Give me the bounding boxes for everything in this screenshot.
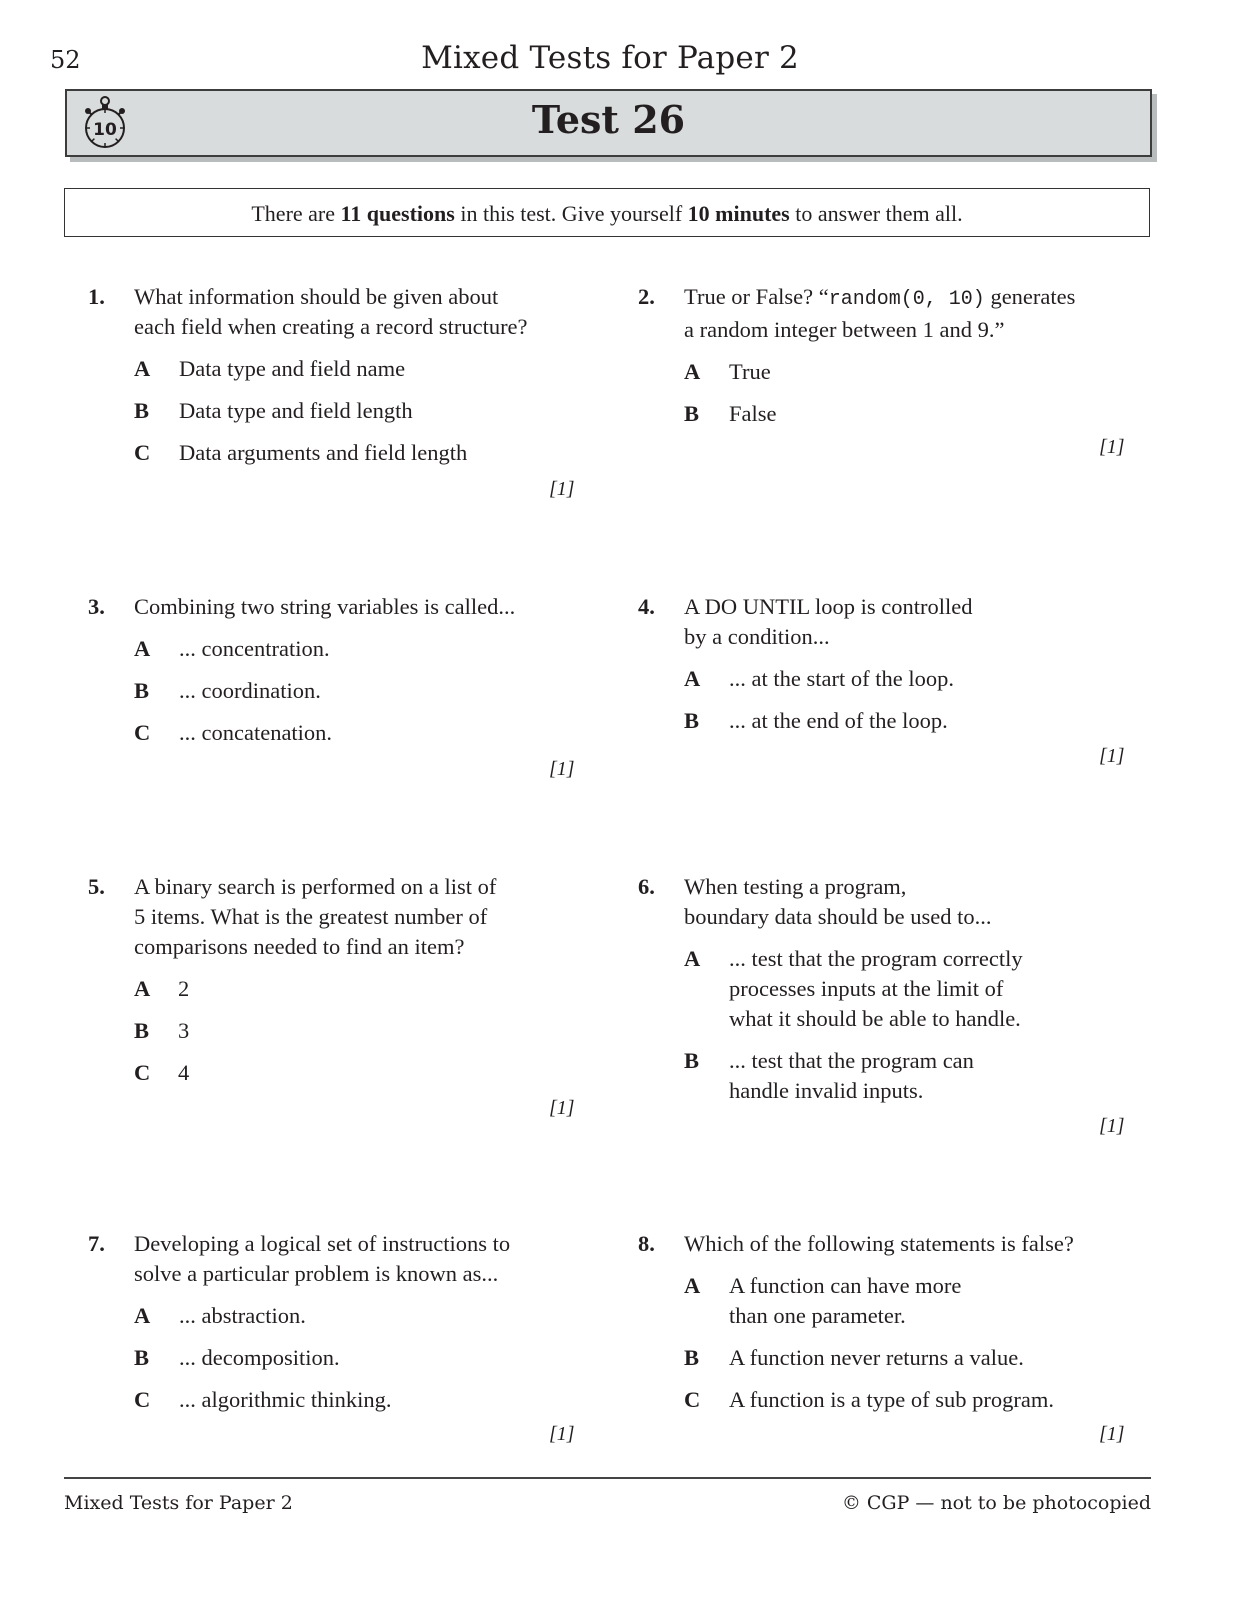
question-text-line: boundary data should be used to... — [684, 904, 992, 929]
option-a[interactable] — [684, 1271, 1158, 1331]
question-7-marks: [1] — [549, 1423, 575, 1445]
answer-options — [684, 664, 1138, 736]
option-letter: A — [684, 666, 701, 691]
option-letter: A — [684, 1273, 701, 1298]
option-b[interactable] — [684, 1343, 1158, 1373]
question-5 — [88, 872, 588, 1100]
question-text-line: What information should be given about — [134, 284, 499, 309]
question-2-marks: [1] — [1099, 436, 1125, 458]
section-title: Mixed Tests for Paper 2 — [421, 40, 799, 76]
option-b[interactable] — [134, 396, 588, 426]
question-text-suffix: generates — [984, 284, 1076, 309]
intro-text-before: There are — [251, 201, 341, 226]
question-4 — [638, 592, 1138, 748]
question-number: 8. — [638, 1231, 655, 1256]
question-text — [134, 592, 588, 622]
option-a[interactable] — [684, 664, 1138, 694]
option-letter: C — [134, 440, 151, 465]
question-text — [684, 1229, 1158, 1259]
footer-section-title: Mixed Tests for Paper 2 — [64, 1492, 293, 1514]
question-text-line: a random integer between 1 and 9.” — [684, 317, 1005, 342]
option-text: Data arguments and field length — [179, 440, 468, 465]
option-text: ... at the start of the loop. — [729, 666, 954, 691]
option-letter: A — [134, 1303, 151, 1328]
question-text-line: Combining two string variables is called... — [134, 594, 516, 619]
option-letter: A — [134, 976, 151, 1001]
question-4-marks: [1] — [1099, 745, 1125, 767]
question-text-line: When testing a program, — [684, 874, 907, 899]
question-text-line: by a condition... — [684, 624, 830, 649]
question-text-line: each field when creating a record structure? — [134, 314, 528, 339]
answer-options — [684, 1271, 1158, 1415]
time-limit: 10 minutes — [687, 201, 790, 226]
option-text-line: ... test that the program correctly — [729, 946, 1023, 971]
question-8 — [638, 1229, 1158, 1427]
option-text: A function is a type of sub program. — [729, 1387, 1054, 1412]
question-number: 3. — [88, 594, 105, 619]
test-banner — [65, 89, 1152, 157]
answer-options — [134, 354, 588, 468]
option-letter: B — [684, 1048, 700, 1073]
question-1-marks: [1] — [549, 478, 575, 500]
option-text-line: than one parameter. — [729, 1303, 906, 1328]
question-5-marks: [1] — [549, 1097, 575, 1119]
question-text-prefix: True or False? “ — [684, 284, 829, 309]
option-text: Data type and field length — [179, 398, 413, 423]
option-text-line: what it should be able to handle. — [729, 1006, 1021, 1031]
question-text-line: Developing a logical set of instructions to — [134, 1231, 511, 1256]
question-number: 5. — [88, 874, 105, 899]
answer-options — [134, 634, 588, 748]
question-count: 11 questions — [340, 201, 455, 226]
option-b[interactable] — [684, 399, 1158, 429]
option-text: False — [729, 401, 777, 426]
question-6 — [638, 872, 1138, 1118]
answer-options — [684, 944, 1138, 1106]
question-text — [134, 1229, 588, 1289]
option-b[interactable] — [134, 676, 588, 706]
instructions-box — [64, 188, 1150, 237]
option-letter: B — [684, 708, 700, 733]
option-a[interactable] — [134, 974, 588, 1004]
question-number: 1. — [88, 284, 105, 309]
question-text-line — [684, 282, 1158, 315]
intro-text-after: to answer them all. — [789, 201, 963, 226]
question-1 — [88, 282, 588, 480]
option-letter: C — [684, 1387, 701, 1412]
option-text-line: A function can have more — [729, 1273, 962, 1298]
question-number: 6. — [638, 874, 655, 899]
question-3-marks: [1] — [549, 758, 575, 780]
option-c[interactable] — [684, 1385, 1158, 1415]
option-b[interactable] — [134, 1016, 588, 1046]
option-a[interactable] — [684, 357, 1158, 387]
question-text-line: A binary search is performed on a list of — [134, 874, 497, 899]
option-text: ... decomposition. — [179, 1345, 340, 1370]
option-a[interactable] — [134, 354, 588, 384]
question-text-line: 5 items. What is the greatest number of — [134, 904, 488, 929]
option-b[interactable] — [134, 1343, 588, 1373]
option-letter: B — [684, 401, 700, 426]
page-number: 52 — [50, 46, 81, 74]
option-text: 4 — [178, 1060, 190, 1085]
footer-copyright: © CGP — not to be photocopied — [841, 1492, 1151, 1514]
option-text: ... concentration. — [179, 636, 330, 661]
option-c[interactable] — [134, 1385, 588, 1415]
option-letter: C — [134, 1060, 151, 1085]
question-text — [684, 592, 1138, 652]
intro-text-middle: in this test. Give yourself — [454, 201, 688, 226]
option-letter: B — [134, 1018, 150, 1043]
question-number: 4. — [638, 594, 655, 619]
option-letter: A — [134, 636, 151, 661]
option-text: Data type and field name — [179, 356, 406, 381]
option-c[interactable] — [134, 438, 588, 468]
option-letter: B — [134, 678, 150, 703]
option-text: ... abstraction. — [179, 1303, 306, 1328]
option-text: A function never returns a value. — [729, 1345, 1024, 1370]
question-text — [134, 872, 588, 962]
option-text-line: processes inputs at the limit of — [729, 976, 1004, 1001]
question-text — [684, 872, 1138, 932]
option-letter: A — [684, 946, 701, 971]
footer-divider — [64, 1477, 1151, 1479]
question-8-marks: [1] — [1099, 1423, 1125, 1445]
option-a[interactable] — [134, 634, 588, 664]
option-letter: B — [684, 1345, 700, 1370]
answer-options — [684, 357, 1158, 429]
option-b[interactable] — [684, 706, 1138, 736]
question-text-line: Which of the following statements is false? — [684, 1231, 1074, 1256]
instructions-text — [65, 201, 1149, 227]
question-text-line: solve a particular problem is known as... — [134, 1261, 499, 1286]
option-letter: A — [134, 356, 151, 381]
answer-options — [134, 974, 588, 1088]
option-text-line: handle invalid inputs. — [729, 1078, 924, 1103]
option-letter: B — [134, 1345, 150, 1370]
question-text — [134, 282, 588, 342]
option-letter: C — [134, 1387, 151, 1412]
question-text — [684, 282, 1158, 345]
question-number: 2. — [638, 284, 655, 309]
option-c[interactable] — [134, 718, 588, 748]
timer-minutes: 10 — [93, 120, 117, 140]
question-number: 7. — [88, 1231, 105, 1256]
question-text-line: A DO UNTIL loop is controlled — [684, 594, 973, 619]
option-letter: C — [134, 720, 151, 745]
answer-options — [134, 1301, 588, 1415]
question-3 — [88, 592, 588, 760]
option-b[interactable] — [684, 1046, 1138, 1106]
option-text: 2 — [178, 976, 190, 1001]
question-text-line: comparisons needed to find an item? — [134, 934, 465, 959]
question-7 — [88, 1229, 588, 1427]
option-text: ... at the end of the loop. — [729, 708, 948, 733]
option-text: True — [729, 359, 771, 384]
option-text-line: ... test that the program can — [729, 1048, 974, 1073]
option-text: ... concatenation. — [179, 720, 333, 745]
option-a[interactable] — [134, 1301, 588, 1331]
option-letter: A — [684, 359, 701, 384]
option-text: ... coordination. — [179, 678, 321, 703]
code-snippet: random(0, 10) — [828, 288, 985, 311]
option-letter: B — [134, 398, 150, 423]
option-text: 3 — [178, 1018, 190, 1043]
option-c[interactable] — [134, 1058, 588, 1088]
option-a[interactable] — [684, 944, 1138, 1034]
question-6-marks: [1] — [1099, 1115, 1125, 1137]
option-text: ... algorithmic thinking. — [179, 1387, 392, 1412]
question-2 — [638, 282, 1158, 441]
test-title: Test 26 — [531, 97, 686, 142]
